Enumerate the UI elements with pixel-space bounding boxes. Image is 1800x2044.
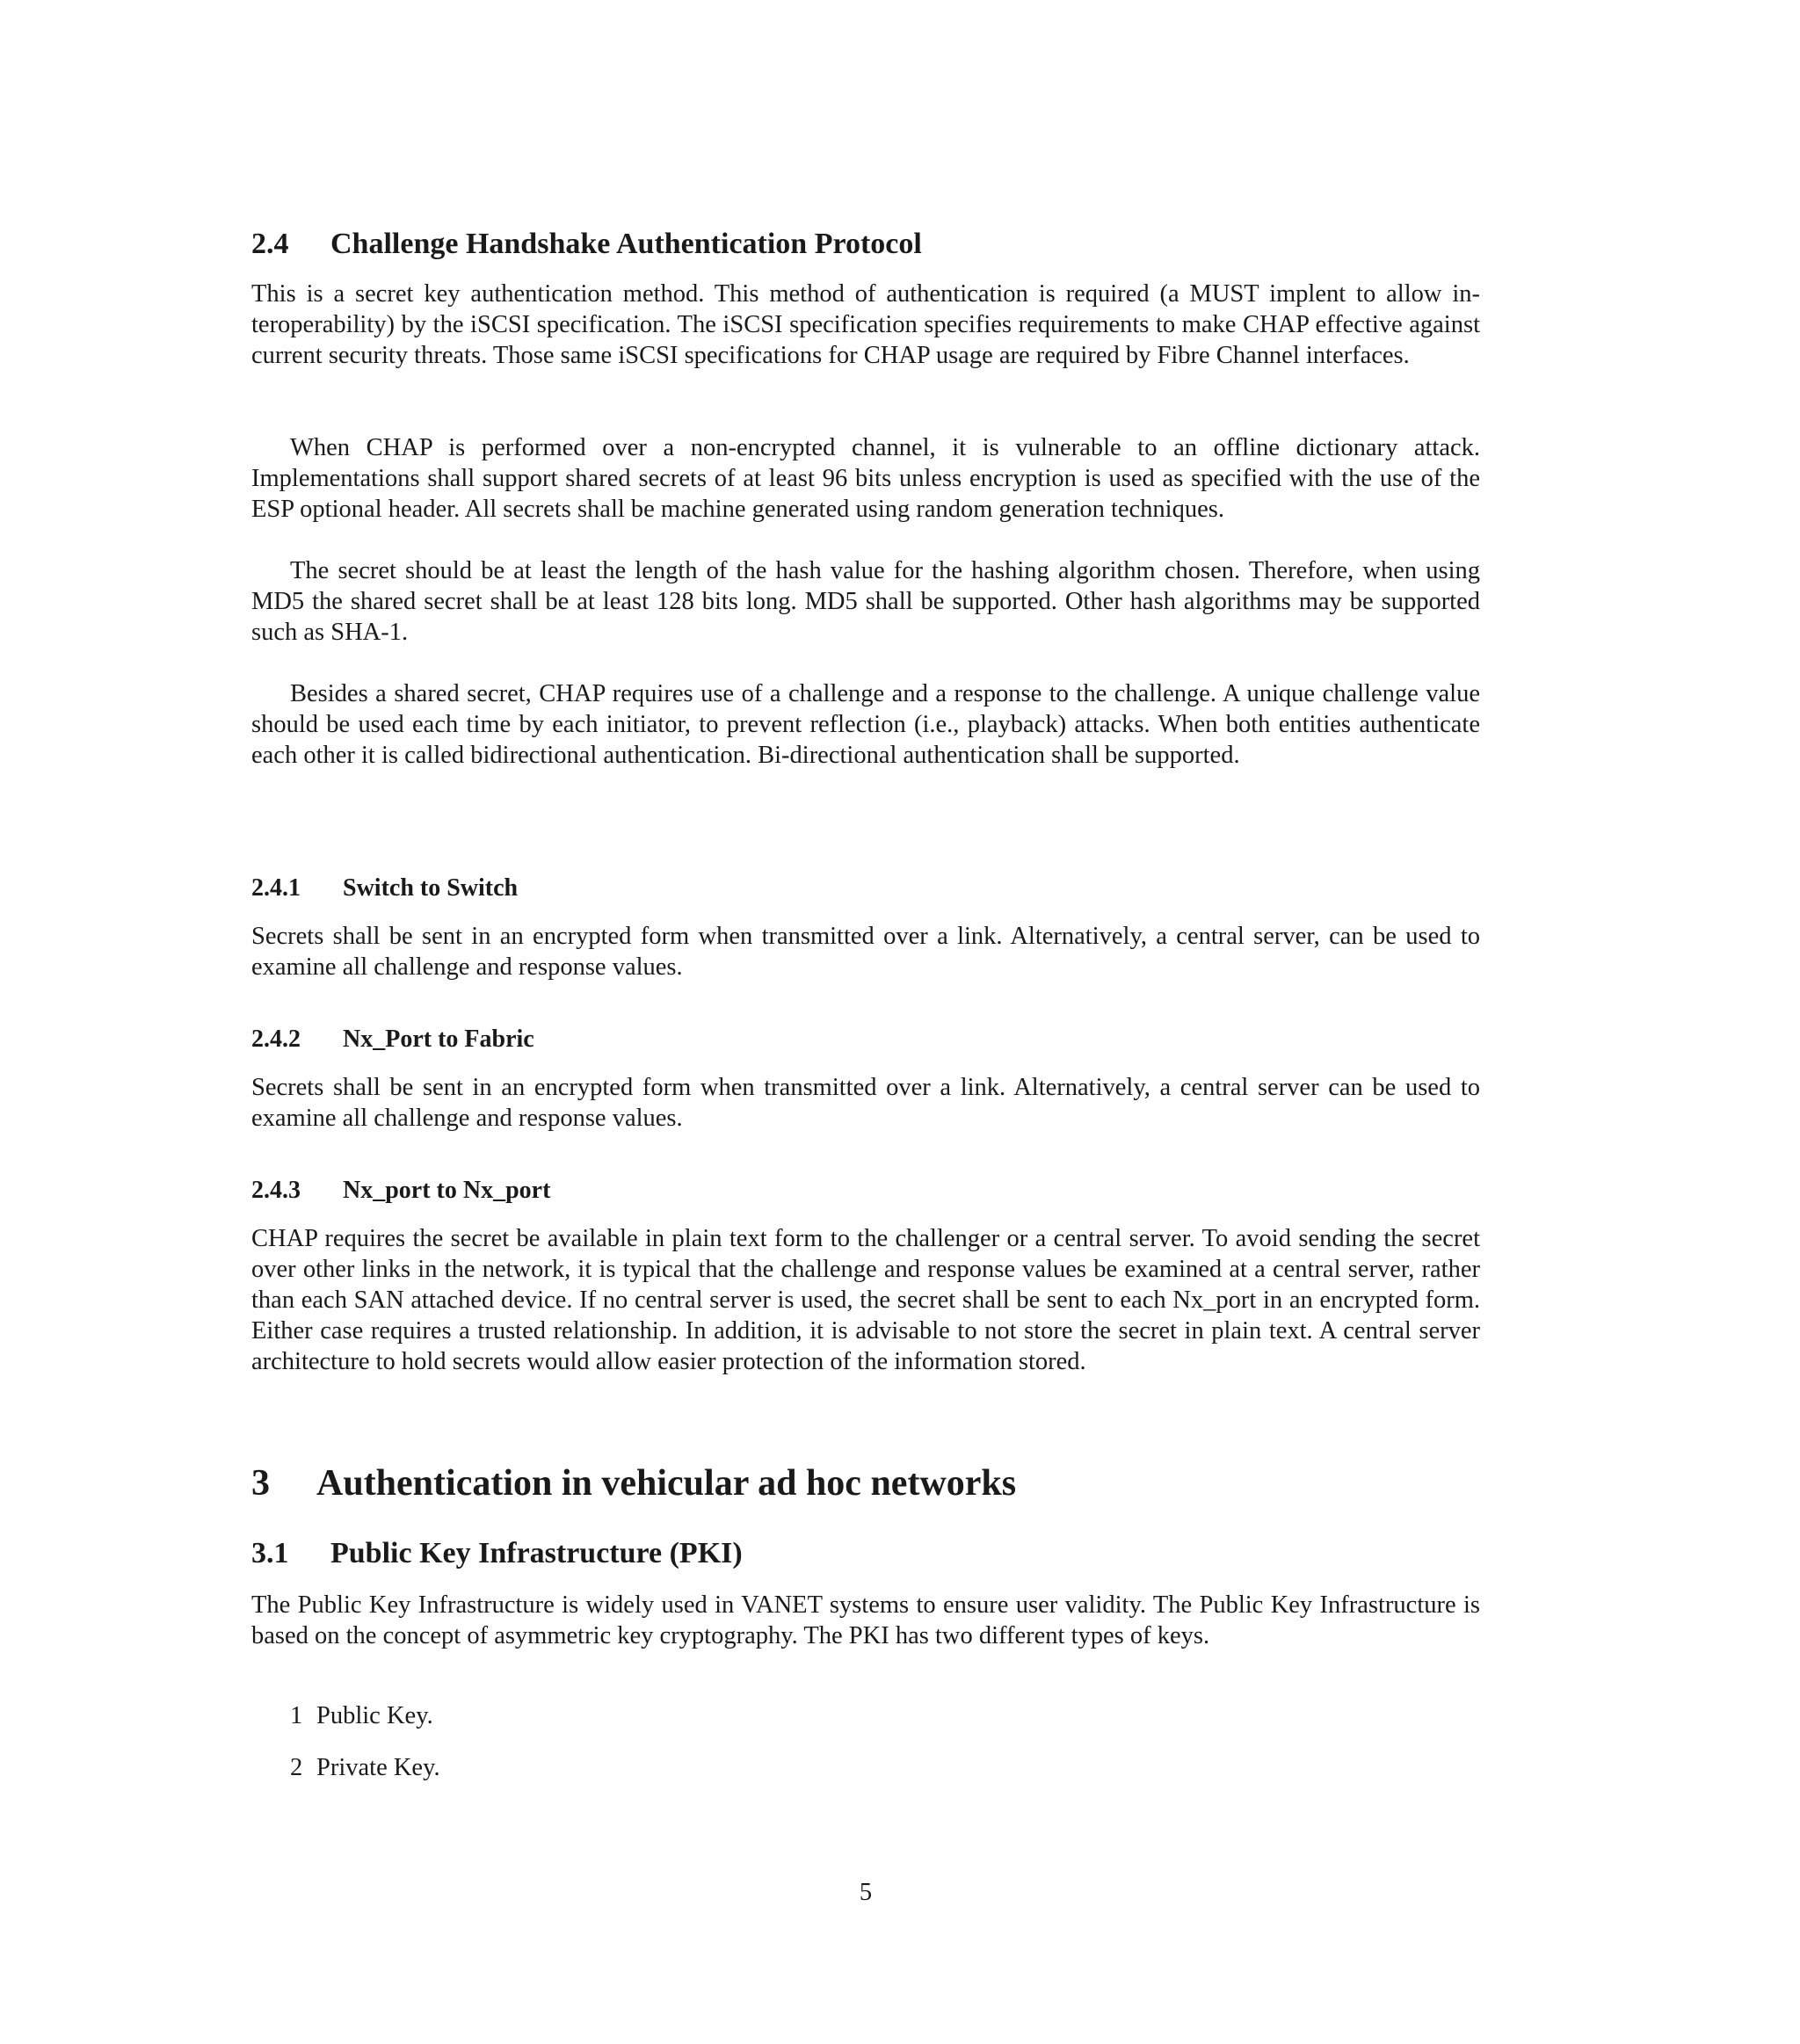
paragraph-2-4-challenge: Besides a shared secret, CHAP requires use of a challenge and a response to the challenge. A unique challenge value should be used each time by each initiator, to prevent reflection (i.e., playback) attacks. When both entities authenticate each other it is called bidirectional authentication. Bi-directional authentication shall be supported. (251, 680, 1480, 769)
heading-2-4 (251, 227, 922, 262)
list-item-number: 1 (290, 1702, 303, 1729)
paragraph-2-4-3: CHAP requires the secret be available in plain text form to the challenger or a central server. To avoid sending the secret over other links in the network, it is typical that the challenge and response values be examined at a central server, rather than each SAN attached device. If no central server is used, the secret shall be sent to each Nx_port in an encrypted form. Either case requires a trusted relationship. In addition, it is advisable to not store the secret in plain text. A central server architecture to hold secrets would allow easier protection of the information stored. (251, 1225, 1480, 1375)
paragraph-2-4-hash-length: The secret should be at least the length of the hash value for the hashing algorithm chosen. Therefore, when using MD5 the shared secret shall be at least 128 bits long. MD5 shall be supported. Other hash algorithms may be supported such as SHA-1. (251, 557, 1480, 646)
heading-3-1 (251, 1536, 743, 1571)
heading-title: Challenge Handshake Authentication Protocol (330, 228, 922, 260)
heading-number: 2.4.1 (251, 874, 301, 902)
list-item-text: Public Key. (316, 1702, 433, 1729)
heading-number: 3.1 (251, 1537, 289, 1569)
paragraph-3-1: The Public Key Infrastructure is widely used in VANET systems to ensure user validity. The Public Key Infrastructure is based on the concept of asymmetric key cryptography. The PKI has two different types of keys. (251, 1591, 1480, 1649)
paragraph-2-4-dictionary-attack: When CHAP is performed over a non-encrypted channel, it is vulnerable to an offline dictionary attack. Implementations shall support shared secrets of at least 96 bits unless encryption is used as specified with the use of the ESP optional header. All secrets shall be machine generated using random generation techniques. (251, 434, 1480, 523)
paragraph-2-4-1: Secrets shall be sent in an encrypted form when transmitted over a link. Alternatively, a central server, can be used to examine all challenge and response values. (251, 923, 1480, 981)
heading-number: 2.4.2 (251, 1026, 301, 1053)
heading-number: 2.4.3 (251, 1177, 301, 1204)
list-item-number: 2 (290, 1754, 303, 1781)
paragraph-2-4-2: Secrets shall be sent in an encrypted form when transmitted over a link. Alternatively, a central server can be used to examine all challenge and response values. (251, 1074, 1480, 1132)
heading-title: Nx_Port to Fabric (343, 1026, 534, 1053)
heading-title: Switch to Switch (343, 874, 519, 902)
heading-2-4-1 (251, 873, 518, 903)
heading-2-4-2 (251, 1025, 534, 1055)
heading-3 (251, 1461, 1016, 1505)
page-number: 5 (859, 1879, 873, 1906)
list-item (290, 1700, 433, 1731)
heading-number: 3 (251, 1463, 270, 1504)
list-item (290, 1752, 440, 1783)
list-item-text: Private Key. (316, 1754, 440, 1781)
heading-title: Public Key Infrastructure (PKI) (330, 1537, 743, 1569)
heading-title: Authentication in vehicular ad hoc networks (316, 1463, 1017, 1504)
heading-number: 2.4 (251, 228, 289, 260)
paragraph-2-4-intro: This is a secret key authentication method. This method of authentication is required (a MUST implent to allow in-teroperability) by the iSCSI specification. The iSCSI specification specifies requirements to make CHAP effective against current security threats. Those same iSCSI specifications for CHAP usage are required by Fibre Channel interfaces. (251, 280, 1480, 369)
heading-2-4-3 (251, 1176, 550, 1206)
heading-title: Nx_port to Nx_port (343, 1177, 551, 1204)
